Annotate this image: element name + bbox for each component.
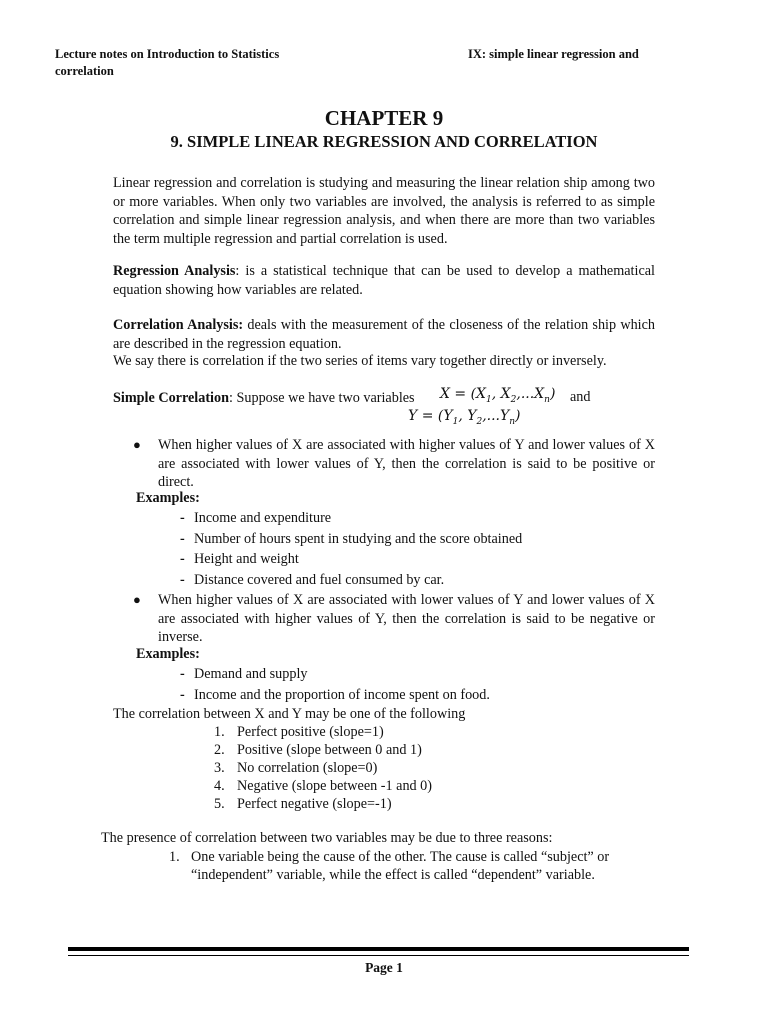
list-item: - Number of hours spent in studying and the score obtained xyxy=(180,531,523,547)
regression-term: Regression Analysis xyxy=(113,263,236,279)
positive-correlation-bullet xyxy=(133,436,655,492)
regression-paragraph xyxy=(113,262,655,299)
list-item: - Demand and supply xyxy=(180,666,308,682)
header-left: Lecture notes on Introduction to Statistics correlation xyxy=(55,47,280,78)
reason-text: One variable being the cause of the other. The cause is called “subject” or “independent” variable, while the effect is called “dependent” variable. xyxy=(191,849,610,883)
list-item: - Distance covered and fuel consumed by car. xyxy=(180,572,445,588)
series-note: We say there is correlation if the two series of items vary together directly or inversely. xyxy=(113,353,607,369)
bullet-text: When higher values of X are associated with higher values of Y and lower values of X are associated with lower values of Y, then the correlation is said to be positive or direct. xyxy=(158,437,655,491)
correlation-text: deals with the measurement of the closeness of the relation ship which are described in the regression equation. xyxy=(113,317,655,352)
examples-label: Examples: xyxy=(136,490,200,506)
footer-divider xyxy=(68,947,689,951)
page-number: Page 1 xyxy=(365,960,403,975)
bullet-dot: ● xyxy=(133,592,141,607)
bullet-text: When higher values of X are associated with lower values of Y and lower values of X are associated with higher values of Y, then the correlation is said to be negative or inverse. xyxy=(158,592,655,646)
list-item: 4. Negative (slope between -1 and 0) xyxy=(214,778,433,794)
y-equation: $Y = (Y_1$, $Y_2,...Y_n$) xyxy=(408,408,521,427)
correlation-term: Correlation Analysis: xyxy=(113,317,244,333)
chapter-subtitle: 9. SIMPLE LINEAR REGRESSION AND CORRELATION xyxy=(170,132,598,151)
list-item: 1. Perfect positive (slope=1) xyxy=(214,724,384,740)
list-item: - Height and weight xyxy=(180,551,299,567)
chapter-title: CHAPTER 9 xyxy=(324,106,444,130)
x-equation: $X = (X_1$, $X_2,...X_n$) xyxy=(440,386,556,405)
list-item: 5. Perfect negative (slope=-1) xyxy=(214,796,392,812)
header-right: IX: simple linear regression and xyxy=(468,47,639,61)
footer-divider-thin xyxy=(68,955,689,956)
list-item: 3. No correlation (slope=0) xyxy=(214,760,378,776)
reason-item: 1. One variable being the cause of the other. The cause is called “subject” or “independent” variable, while the effect is called “dependent” variable. xyxy=(169,848,669,884)
list-item: - Income and expenditure xyxy=(180,510,332,526)
simple-correlation-line xyxy=(113,389,415,408)
intro-paragraph: Linear regression and correlation is studying and measuring the linear relation ship among two or more variables. When only two variables are involved, the analysis is referred to as simple correlation and simple linear regression analysis, and when there are more than two variables the term multiple regression and partial correlation is used. xyxy=(113,175,655,247)
equation-and: and xyxy=(570,389,591,405)
bullet-dot: ● xyxy=(133,437,141,452)
regression-text: : is a statistical technique that can be used to develop a mathematical equation showing how variables are related. xyxy=(113,263,655,298)
examples-label: Examples: xyxy=(136,646,200,662)
simple-correlation-text: : Suppose we have two variables xyxy=(229,390,415,406)
correlation-paragraph xyxy=(113,316,655,353)
correlation-types-intro: The correlation between X and Y may be one of the following xyxy=(113,706,466,722)
list-item: - Income and the proportion of income spent on food. xyxy=(180,687,490,703)
negative-correlation-bullet xyxy=(133,591,655,647)
list-item: 2. Positive (slope between 0 and 1) xyxy=(214,742,422,758)
reasons-intro: The presence of correlation between two variables may be due to three reasons: xyxy=(101,830,553,846)
simple-correlation-term: Simple Correlation xyxy=(113,390,229,406)
